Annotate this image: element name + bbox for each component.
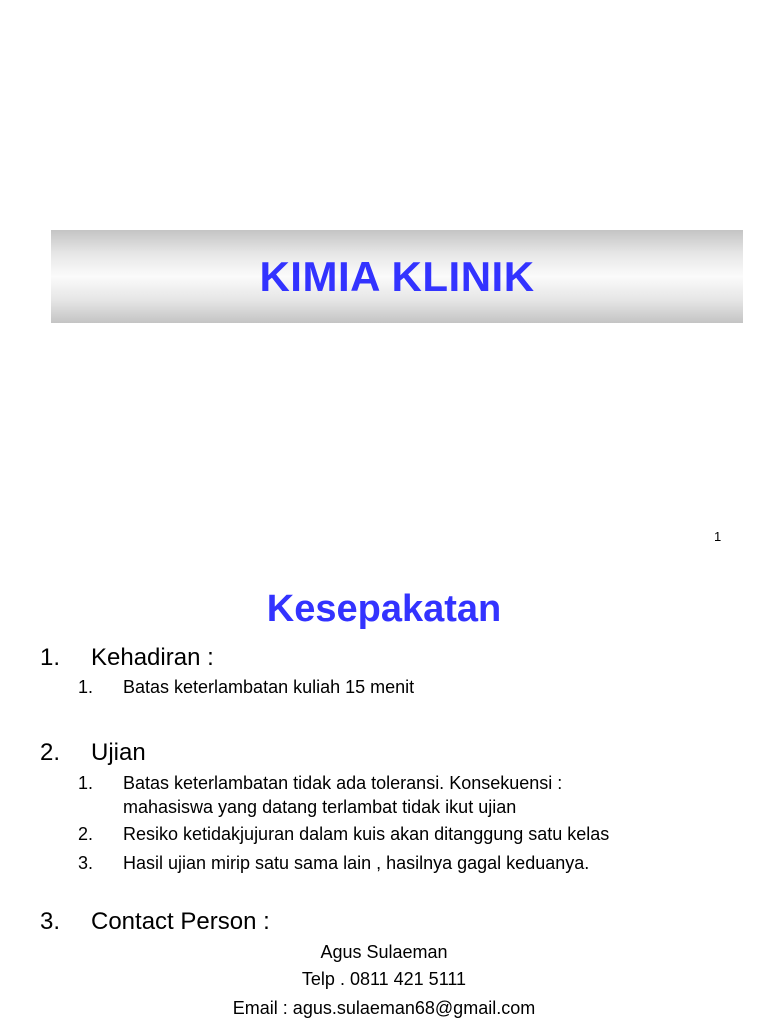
slide-title: KIMIA KLINIK — [259, 252, 535, 300]
sub-list-number: 1. — [78, 773, 94, 793]
list-number: 1. — [40, 644, 61, 671]
section-heading: Kesepakatan — [266, 588, 502, 630]
sub-list-text: Batas keterlambatan kuliah 15 menit — [123, 677, 415, 697]
contact-name: Agus Sulaeman — [320, 942, 448, 962]
title-banner — [51, 230, 743, 323]
list-label: Contact Person : — [91, 908, 270, 935]
list-label: Ujian — [91, 739, 146, 766]
page-number: 1 — [714, 529, 722, 544]
contact-email: Email : agus.sulaeman68@gmail.com — [232, 998, 536, 1018]
sub-list-number: 1. — [78, 677, 94, 697]
sub-list-number: 2. — [78, 824, 94, 844]
sub-list-text: Batas keterlambatan tidak ada toleransi. Konsekuensi : — [123, 773, 563, 793]
sub-list-text: Hasil ujian mirip satu sama lain , hasilnya gagal keduanya. — [123, 853, 590, 873]
sub-list-text: Resiko ketidakjujuran dalam kuis akan ditanggung satu kelas — [123, 824, 610, 844]
list-number: 3. — [40, 908, 61, 935]
list-number: 2. — [40, 739, 61, 766]
contact-phone: Telp . 0811 421 5111 — [301, 969, 467, 989]
sub-list-number: 3. — [78, 853, 94, 873]
sub-list-text: mahasiswa yang datang terlambat tidak ikut ujian — [123, 797, 517, 817]
slide-2 — [0, 560, 768, 1024]
list-label: Kehadiran : — [91, 644, 214, 671]
